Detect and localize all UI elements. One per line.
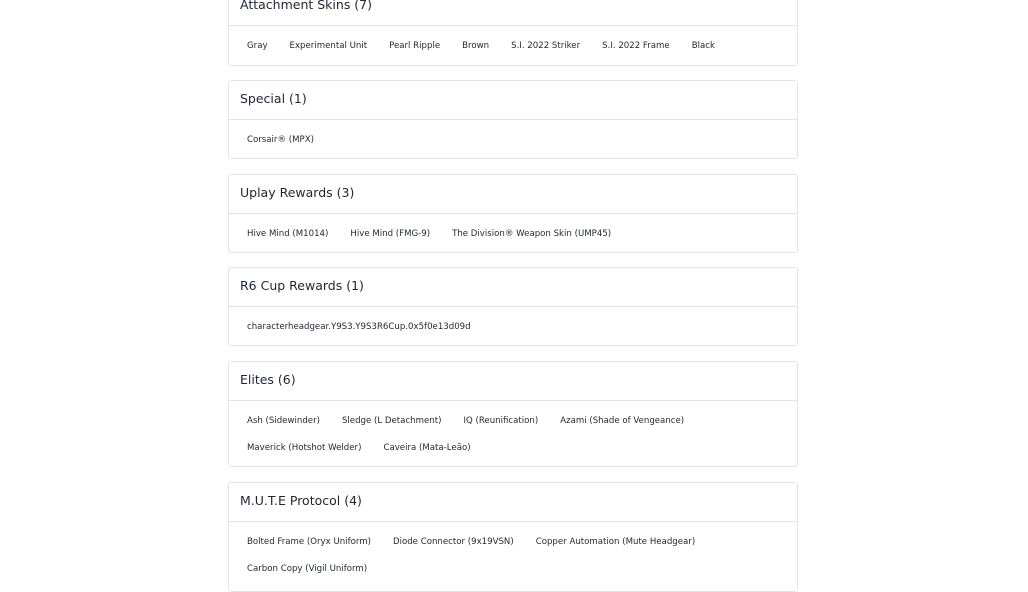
section-title: M.U.T.E Protocol (4) bbox=[240, 493, 362, 508]
section-m-u-t-e-protocol bbox=[228, 482, 798, 592]
item-row bbox=[236, 407, 797, 434]
section-item-list bbox=[229, 214, 797, 252]
collection-item[interactable]: IQ (Reunification) bbox=[463, 416, 539, 426]
collection-item[interactable]: Diode Connector (9x19VSN) bbox=[392, 537, 514, 547]
section-title: Uplay Rewards (3) bbox=[240, 185, 355, 200]
section-r6-cup-rewards bbox=[228, 267, 798, 346]
collection-item[interactable]: S.I. 2022 Striker bbox=[511, 41, 581, 51]
item-row bbox=[236, 313, 797, 340]
collection-item[interactable]: Azami (Shade of Vengeance) bbox=[560, 416, 685, 426]
collection-item[interactable]: Gray bbox=[247, 41, 268, 51]
section-uplay-rewards bbox=[228, 174, 798, 253]
collection-item[interactable]: Pearl Ripple bbox=[389, 41, 441, 51]
section-title: Special (1) bbox=[240, 91, 307, 106]
collection-item[interactable]: Experimental Unit bbox=[289, 41, 368, 51]
collection-item[interactable]: Brown bbox=[462, 41, 490, 51]
collection-item[interactable]: Ash (Sidewinder) bbox=[247, 416, 320, 426]
collection-item[interactable]: Black bbox=[691, 41, 715, 51]
section-header bbox=[229, 175, 797, 214]
section-item-list bbox=[229, 307, 797, 345]
collection-item[interactable]: characterheadgear.Y9S3.Y9S3R6Cup.0x5f0e13d09d bbox=[247, 322, 471, 332]
section-header bbox=[229, 0, 797, 26]
item-row bbox=[236, 126, 797, 153]
collection-item[interactable]: Bolted Frame (Oryx Uniform) bbox=[247, 537, 371, 547]
section-title: Elites (6) bbox=[240, 372, 296, 387]
section-header bbox=[229, 483, 797, 522]
section-item-list bbox=[229, 522, 797, 591]
item-row bbox=[236, 32, 797, 59]
collection-item[interactable]: S.I. 2022 Frame bbox=[602, 41, 670, 51]
section-special bbox=[228, 80, 798, 159]
collection-item[interactable]: Sledge (L Detachment) bbox=[341, 416, 442, 426]
section-header bbox=[229, 362, 797, 401]
section-title: R6 Cup Rewards (1) bbox=[240, 278, 364, 293]
section-item-list bbox=[229, 120, 797, 158]
collection-item[interactable]: Caveira (Mata-Leão) bbox=[383, 443, 471, 453]
section-elites bbox=[228, 361, 798, 467]
section-attachment-skins bbox=[228, 0, 798, 66]
collection-item[interactable]: Carbon Copy (Vigil Uniform) bbox=[247, 564, 368, 574]
collection-item[interactable]: The Division® Weapon Skin (UMP45) bbox=[452, 229, 612, 239]
collection-item[interactable]: Maverick (Hotshot Welder) bbox=[247, 443, 362, 453]
section-item-list bbox=[229, 401, 797, 466]
item-row bbox=[236, 528, 797, 555]
collection-item[interactable]: Hive Mind (M1014) bbox=[247, 229, 329, 239]
item-row bbox=[236, 220, 797, 247]
section-title: Attachment Skins (7) bbox=[240, 0, 373, 12]
section-header bbox=[229, 81, 797, 120]
collection-item[interactable]: Hive Mind (FMG-9) bbox=[350, 229, 431, 239]
section-header bbox=[229, 268, 797, 307]
section-item-list bbox=[229, 26, 797, 65]
collection-item[interactable]: Copper Automation (Mute Headgear) bbox=[535, 537, 696, 547]
item-row bbox=[236, 555, 797, 582]
item-row bbox=[236, 434, 797, 461]
collection-item[interactable]: Corsair® (MPX) bbox=[247, 135, 314, 145]
